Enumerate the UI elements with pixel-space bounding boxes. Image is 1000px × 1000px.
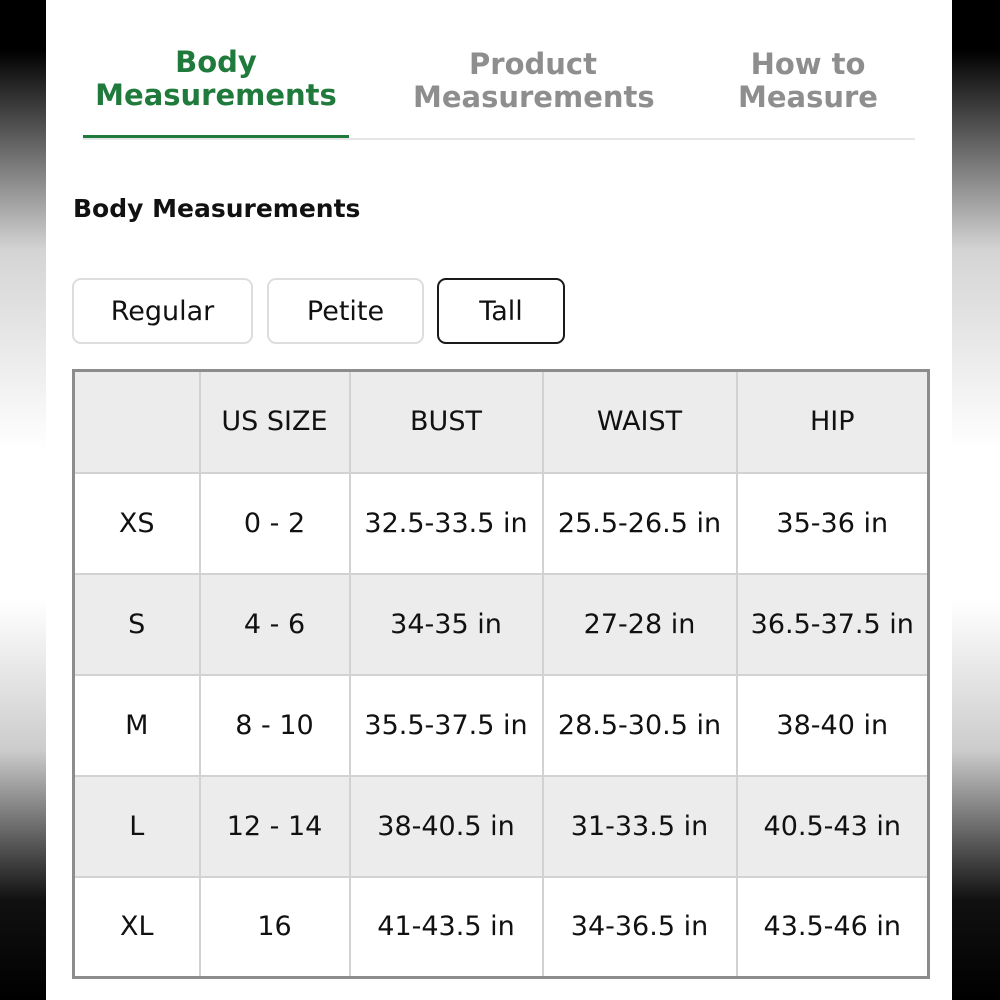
header-cell-waist: WAIST xyxy=(543,371,737,473)
tab-label-line2: Measurements xyxy=(413,80,655,114)
active-tab-underline xyxy=(83,135,349,138)
us-size-cell: 8 - 10 xyxy=(200,675,350,776)
hip-cell: 35-36 in xyxy=(737,473,929,574)
right-backdrop xyxy=(952,0,1000,1000)
bust-cell: 38-40.5 in xyxy=(350,776,543,877)
bust-cell: 41-43.5 in xyxy=(350,877,543,978)
bust-cell: 32.5-33.5 in xyxy=(350,473,543,574)
table-row xyxy=(74,877,929,978)
tab-label-line1: Body xyxy=(175,45,257,79)
header-cell-empty xyxy=(74,371,200,473)
tab-body-measurements[interactable] xyxy=(83,46,349,112)
size-label-cell: XS xyxy=(74,473,200,574)
header-cell-hip: HIP xyxy=(737,371,929,473)
size-guide-panel xyxy=(46,0,952,1000)
size-label-cell: L xyxy=(74,776,200,877)
hip-cell: 36.5-37.5 in xyxy=(737,574,929,675)
fit-petite-button[interactable]: Petite xyxy=(267,278,424,344)
tab-label-line2: Measure xyxy=(738,80,878,114)
waist-cell: 27-28 in xyxy=(543,574,737,675)
tab-label-line1: Product xyxy=(469,47,597,81)
us-size-cell: 16 xyxy=(200,877,350,978)
bust-cell: 34-35 in xyxy=(350,574,543,675)
header-cell-bust: BUST xyxy=(350,371,543,473)
header-cell-us-size: US SIZE xyxy=(200,371,350,473)
size-label-cell: M xyxy=(74,675,200,776)
tab-bar xyxy=(83,0,915,140)
size-label-cell: S xyxy=(74,574,200,675)
waist-cell: 31-33.5 in xyxy=(543,776,737,877)
table-row xyxy=(74,574,929,675)
section-title: Body Measurements xyxy=(73,194,361,223)
table-row xyxy=(74,473,929,574)
size-chart-table xyxy=(72,369,930,979)
table-header-row xyxy=(74,371,929,473)
bust-cell: 35.5-37.5 in xyxy=(350,675,543,776)
size-label-cell: XL xyxy=(74,877,200,978)
hip-cell: 40.5-43 in xyxy=(737,776,929,877)
tab-product-measurements[interactable] xyxy=(413,48,653,114)
fit-regular-button[interactable]: Regular xyxy=(72,278,253,344)
waist-cell: 25.5-26.5 in xyxy=(543,473,737,574)
waist-cell: 34-36.5 in xyxy=(543,877,737,978)
tab-label-line1: How to xyxy=(750,47,866,81)
us-size-cell: 4 - 6 xyxy=(200,574,350,675)
waist-cell: 28.5-30.5 in xyxy=(543,675,737,776)
tab-label-line2: Measurements xyxy=(95,78,337,112)
fit-tall-button[interactable]: Tall xyxy=(437,278,565,344)
us-size-cell: 0 - 2 xyxy=(200,473,350,574)
hip-cell: 43.5-46 in xyxy=(737,877,929,978)
us-size-cell: 12 - 14 xyxy=(200,776,350,877)
table-row xyxy=(74,776,929,877)
table-row xyxy=(74,675,929,776)
hip-cell: 38-40 in xyxy=(737,675,929,776)
left-backdrop xyxy=(0,0,46,1000)
tab-how-to-measure[interactable] xyxy=(733,48,883,114)
